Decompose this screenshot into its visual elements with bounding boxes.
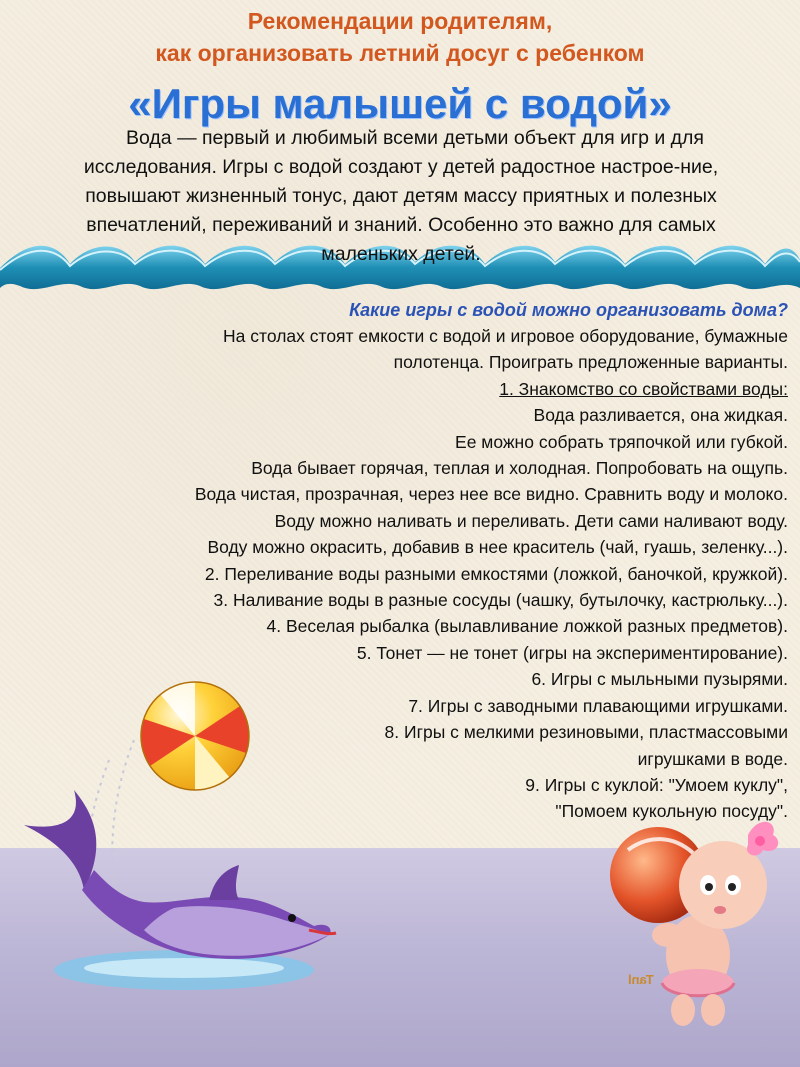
section-heading: 1. Знакомство со свойствами воды: xyxy=(499,378,788,399)
page-title: «Игры малышей с водой» xyxy=(128,80,672,127)
subtitle-line-2: как организовать летний досуг с ребенком xyxy=(155,40,645,66)
list-item: игрушками в воде. xyxy=(637,748,788,769)
list-item: "Помоем кукольную посуду". xyxy=(555,801,788,822)
intro-line: впечатлений, переживаний и знаний. Особенно это важно для самых xyxy=(86,214,716,236)
list-item: 2. Переливание воды разными емкостями (ложкой, баночкой, кружкой). xyxy=(204,563,788,584)
text-line: Вода разливается, она жидкая. xyxy=(533,405,788,426)
text-line: Ее можно собрать тряпочкой или губкой. xyxy=(455,431,788,452)
list-item: 8. Игры с мелкими резиновыми, пластмассовыми xyxy=(384,722,788,743)
question-heading: Какие игры с водой можно организовать дома? xyxy=(349,300,788,320)
list-item: 3. Наливание воды в разные сосуды (чашку, бутылочку, кастрюльку...). xyxy=(213,590,788,611)
intro-line: Вода — первый и любимый всеми детьми объект для игр и для xyxy=(126,127,704,149)
subtitle-line-1: Рекомендации родителям, xyxy=(247,8,553,34)
intro-line: исследования. Игры с водой создают у детей радостное настрое-ние, xyxy=(83,156,719,178)
intro-line: повышают жизненный тонус, дают детям массу приятных и полезных xyxy=(85,185,717,207)
list-item: 9. Игры с куклой: "Умоем куклу", xyxy=(525,774,788,795)
text-line: На столах стоят емкости с водой и игровое оборудование, бумажные xyxy=(223,326,788,346)
dolphin-icon xyxy=(14,730,344,1005)
intro-line: маленьких детей. xyxy=(321,243,481,265)
text-line: Воду можно окрасить, добавив в нее краситель (чай, гуашь, зеленку...). xyxy=(207,537,788,558)
baby-with-ball-icon xyxy=(608,805,788,1030)
list-item: 7. Игры с заводными плавающими игрушками. xyxy=(408,695,788,716)
text-line: Воду можно наливать и переливать. Дети сами наливают воду. xyxy=(274,510,788,531)
text-line: Вода чистая, прозрачная, через нее все видно. Сравнить воду и молоко. xyxy=(194,484,788,505)
list-item: 5. Тонет — не тонет (игры на экспериментирование). xyxy=(356,642,788,663)
list-item: 6. Игры с мыльными пузырями. xyxy=(531,669,788,690)
list-item: 4. Веселая рыбалка (вылавливание ложкой разных предметов). xyxy=(266,616,788,637)
text-line: полотенца. Проиграть предложенные варианты. xyxy=(393,352,788,373)
text-line: Вода бывает горячая, теплая и холодная. Попробовать на ощупь. xyxy=(251,458,788,479)
intro-paragraph xyxy=(6,124,796,269)
watermark: Tanl xyxy=(628,972,654,987)
